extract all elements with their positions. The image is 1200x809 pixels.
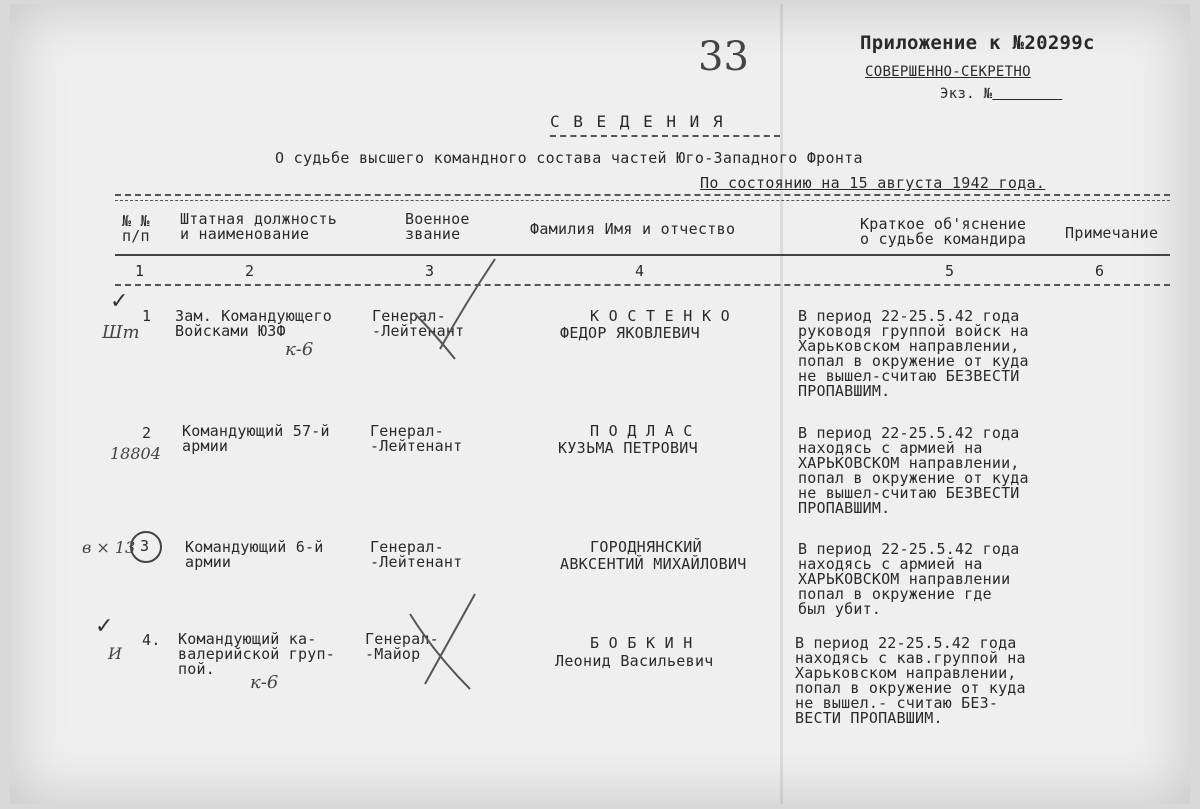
row-2-rank: Генерал- -Лейтенант <box>370 422 463 455</box>
margin-note-4: И <box>108 644 122 663</box>
row-2-num: 2 <box>142 424 152 442</box>
row-1-surname: К О С Т Е Н К О <box>590 307 730 325</box>
row-1-position: Зам. Командующего Войсками ЮЗФ <box>175 307 332 340</box>
checkmark-icon: ✓ <box>95 614 114 639</box>
margin-note-2: 18804 <box>110 444 161 463</box>
col-header-num: № № п/п <box>122 212 150 245</box>
hand-note-1: к-6 <box>285 339 314 360</box>
row-3-fate: В период 22-25.5.42 года находясь с армией на ХАРЬКОВСКОМ направлении попал в окружение где был убит. <box>798 540 1020 618</box>
row-2-given-names: КУЗЬМА ПЕТРОВИЧ <box>558 439 698 457</box>
paper-fold <box>780 4 783 804</box>
row-4-given-names: Леонид Васильевич <box>555 652 714 670</box>
col-number-4: 4 <box>635 262 645 280</box>
col-number-3: 3 <box>425 262 435 280</box>
row-2-surname: П О Д Л А С <box>590 422 693 440</box>
document-subtitle: О судьбе высшего командного состава частей Юго-Западного Фронта <box>275 149 863 167</box>
row-3-position: Командующий 6-й армии <box>185 538 324 571</box>
row-1-num: 1 <box>142 307 152 325</box>
checkmark-icon: ✓ <box>110 289 129 314</box>
col-number-2: 2 <box>245 262 255 280</box>
col-header-note: Примечание <box>1065 224 1159 242</box>
row-1-given-names: ФЕДОР ЯКОВЛЕВИЧ <box>560 324 700 342</box>
row-3-num: 3 <box>140 537 150 555</box>
col-number-6: 6 <box>1095 262 1105 280</box>
col-number-1: 1 <box>135 262 145 280</box>
col-header-position: Штатная должность и наименование <box>180 210 337 243</box>
row-1-fate: В период 22-25.5.42 года руководя группой войск на Харьковском направлении, попал в окружение от куда не вышел-считаю БЕЗВЕСТИ ПРОПАВШИМ. <box>798 307 1029 400</box>
sheet-number: 33 <box>698 34 749 80</box>
date-line: По состоянию на 15 августа 1942 года. <box>700 174 1046 192</box>
pencil-cross-mark-1 <box>405 254 500 364</box>
col-number-5: 5 <box>945 262 955 280</box>
appendix-label: Приложение к №20299с <box>860 32 1095 54</box>
document-page <box>10 4 1190 804</box>
row-1-rank: Генерал- -Лейтенант <box>372 307 465 340</box>
row-2-position: Командующий 57-й армии <box>182 422 330 455</box>
row-4-surname: Б О Б К И Н <box>590 634 693 652</box>
row-3-given-names: АВКСЕНТИЙ МИХАЙЛОВИЧ <box>560 555 747 573</box>
row-3-rank: Генерал- -Лейтенант <box>370 538 463 571</box>
table-top-rule-2 <box>115 200 1170 201</box>
row-4-position: Командующий ка- валерийской груп- пой. <box>178 630 335 678</box>
numbers-rule <box>115 284 1170 286</box>
margin-note-3: в × 13 <box>82 538 136 557</box>
col-header-rank: Военное звание <box>405 210 470 243</box>
col-header-fate: Краткое об'яснение о судьбе командира <box>860 215 1027 248</box>
classification-stamp: СОВЕРШЕННО-СЕКРЕТНО <box>865 64 1031 80</box>
row-4-num: 4. <box>142 631 161 649</box>
row-4-rank: Генерал- -Майор <box>365 630 439 663</box>
row-4-fate: В период 22-25.5.42 года находясь с кав.группой на Харьковском направлении, попал в окружение от куда не вышел.- считаю БЕЗ- ВЕСТИ ПРОПАВШИМ. <box>795 634 1026 727</box>
copy-number: Экз. № <box>940 86 993 102</box>
col-header-name: Фамилия Имя и отчество <box>530 220 736 238</box>
header-rule <box>115 254 1170 256</box>
document-title: С В Е Д Е Н И Я <box>550 112 725 131</box>
pencil-cross-mark-2 <box>395 584 485 694</box>
title-underline <box>550 135 780 137</box>
table-top-rule <box>115 194 1170 196</box>
hand-note-4: к-6 <box>250 672 279 693</box>
row-3-surname: ГОРОДНЯНСКИЙ <box>590 538 702 556</box>
row-2-fate: В период 22-25.5.42 года находясь с армией на ХАРЬКОВСКОМ направлении, попал в окружение от куда не вышел-считаю БЕЗВЕСТИ ПРОПАВШИМ. <box>798 424 1029 517</box>
margin-note-1: Шт <box>102 322 140 343</box>
